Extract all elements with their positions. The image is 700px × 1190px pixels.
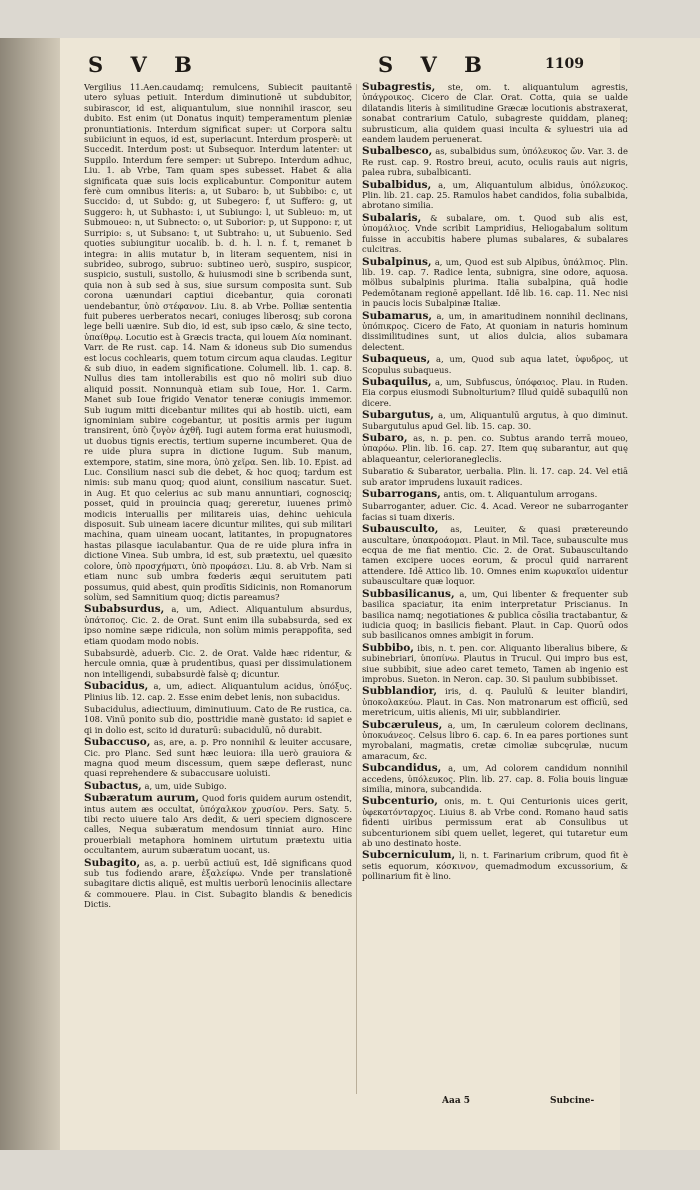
entry-text: a, um, adiect. Aliquantulum acidus, ὑπόξυς. Plinius lib. 12. cap. 2. Esse enim debet lenis, non subacidus. <box>84 681 352 702</box>
entry-text: a, um, uide Subigo. <box>144 780 227 791</box>
entry-text: & subalare, om. t. Quod sub alis est, ὑπομάλιος. Vnde scribit Lampridius, Heliogabalum solitum fuisse in accubitis habere plumas subalares, & subalares culcitras. <box>362 212 628 255</box>
column-divider <box>356 84 357 1094</box>
page-footer <box>360 1096 622 1110</box>
dictionary-entry <box>362 146 628 177</box>
left-column <box>84 82 352 1112</box>
entry-text: a, um, Quod est sub Alpibus, ὑπάλπιος. Plin. lib. 19. cap. 7. Radice lenta, subnigra, sine odore, aquosa. mölbus subalpinis plurima. Italia subalpina, quā hodie Pedemōtanam regionē appellant. Idē lib. 16. cap. 11. Nec nisi in paucis locis Subalpinæ Italiæ. <box>362 256 628 309</box>
entry-headword: Subcæruleus, <box>362 718 443 731</box>
dictionary-entry <box>362 524 628 586</box>
entry-text: a, um, Subfuscus, ὑπόφαιος. Plau. in Ruden. Eia corpus eiusmodi Subnolturium? Illud quidē subaquilū non dicere. <box>362 376 628 408</box>
dictionary-entry <box>362 257 628 309</box>
entry-headword: Subargutus, <box>362 409 434 422</box>
entry-headword: Subaccuso, <box>84 736 151 749</box>
dictionary-entry <box>362 377 628 408</box>
entry-headword: Subactus, <box>84 779 142 792</box>
entry-headword: Subagrestis, <box>362 82 436 93</box>
entry-text: Quod foris quidem aurum ostendit, intus autem æs occultat, ὑπόχαλκον χρυσίον. Pers. Saty. 5. tibi recto uiuere talo Ars dedit, & ueri speciem dignoscere calles, Nequa subæratum mendosum tinniat auro. Hinc prouerbiali metaphora hominem uirtutum prætextu uitia occultantem, aurum subæratum uocant, us. <box>84 793 352 856</box>
dictionary-entry <box>362 720 628 762</box>
entry-headword: Subabsurdus, <box>84 603 165 616</box>
dictionary-entry <box>84 781 352 791</box>
dictionary-entry <box>362 82 628 144</box>
dictionary-entry <box>84 604 352 646</box>
entry-headword: Subacidus, <box>84 680 149 693</box>
dictionary-entry <box>84 704 352 735</box>
dictionary-entry <box>362 180 628 211</box>
entry-headword: Subcandidus, <box>362 762 442 775</box>
dictionary-entry <box>84 82 352 602</box>
entry-headword: Subaro, <box>362 432 408 444</box>
entry-headword: Subaqueus, <box>362 353 431 366</box>
entry-headword: Subcerniculum, <box>362 849 456 862</box>
dictionary-entry <box>362 796 628 848</box>
entry-headword: Subalaris, <box>362 211 422 224</box>
dictionary-entry <box>362 686 628 717</box>
running-head-right: S V B <box>378 52 492 77</box>
signature-mark: Aaa 5 <box>442 1096 471 1106</box>
entry-text: as, Leuiter, & quasi prætereundo auscultare, ὑπακροάομαι. Plaut. in Mil. Tace, subausculte mus ecqua de me fiat mentio. Cic. 2. de Orat. Subauscultando tamen excipere uoces eorum, & procul quid narrarent attendere. Idē Attico lib. 10. Omnes enim κωρυκαῖοι uidentur subauscultare quæ loquor. <box>362 524 628 587</box>
page-number: 1109 <box>545 56 584 72</box>
entry-text: antis, om. t. Aliquantulum arrogans. <box>443 489 598 500</box>
entry-headword: Subalpinus, <box>362 255 432 268</box>
entry-text: as, n. p. pen. co. Subtus arando terrā moueo, ὑπαρόω. Plin. lib. 16. cap. 27. Item quę subarantur, aut quę ablaqueantur, celerioranegleclis. <box>362 433 628 464</box>
page-margin <box>620 38 700 1150</box>
dictionary-entry <box>362 850 628 881</box>
entry-text: Vergilius 11.Aen.caudamq; remulcens, Subiecit pauitantē utero syluas petiuit. Interdum diminutionē ut subdubitor, subirascor, id est, aliquantulum, siue nonnihil irascor, seu dubito. Est enim (ut Donatus inquit) temperamentum pleniæ pronuntiationis. Interdum significat super: ut Corpora saltu subiiciunt in equos, id est, superiacunt. Interdum prosperè: ut Succedit. Interdum post: ut Subsequor. Interdum latenter: ut Suppilo. Interdum fere semper: ut Subrepo. Interdum adhuc, Liu. 1. ab Vrbe, Tam quam spes subesset. Habet & alia significata quæ suis locis explicabuntur. Componitur autem ferè cum omnibus literis: a, ut Subaro: b, ut Subbibo: c, ut Succido: d, ut Subdo: g, ut Subegero: f, ut Suffero: g, ut Suggero: h, ut Subhasto: i, ut Subiungo: l, ut Subleuo: m, ut Submoueo: n, ut Subnecto: o, ut Suborior: p, ut Suppono: r, ut Surripio: s, ut Subsano: t, ut Subtraho: u, ut Subuenio. Sed quoties subiungitur uocalib. b. d. h. l. n. f. t, remanet b integra: in aliis mutatur b, in literam sequentem, nisi in subrideo, subrogo, subruo: subtineo uerò, suspiro, suspicor, suspicio, sustuli, sustollo, & huiusmodi sine b scribenda sunt, quia non à sub sed à sus, siue sursum composita sunt. Sub corona uænundari captiui dicebantur, quia coronati uendebantur, ὑπὸ στέφανον. Liu. 8. ab Vrbe. Polliæ sententia fuit puberes uerberatos necari, coniuges liberosq; sub corona lege belli uænire. Sub dio, id est, sub ipso cælo, & sine tecto, ὑπαίθρῳ. Locutio est à Græcis tracta, qui louem Δία nominant. Varr. de Re rust. cap. 14. Nam & idoneus sub Dio sumendus est locus cochlearis, quem totum circum aqua claudas. Legitur & sub diuo, in eadem significatione. Columell. lib. 1. cap. 8. Nullus dies tam intollerabilis est quo nō moliri sub diuo aliquid possit. Nonnunquà etiam sub Ioue, Hor. 1. Carm. Manet sub Ioue frigido Venator teneræ coniugis immemor. Sub iugum mitti dicebantur milites qui ab hostib. uicti, eam ignominiam subire cogebantur, ut positis armis per iugum transirent, ὑπὸ ζυγὸν ἀχθῆ. Iugi autem forma erat huiusmodi, ut duobus tignis erectis, tertium superne incumberet. Qua de re uide plura supra in dictione Iugum. Sub manum, extempore, statim, sine mora, ὑπὸ χεῖρα. Sen. lib. 10. Epist. ad Luc. Consilium nasci sub die debet, & hoc quoq; tardum est nimis: sub manu quoq; quod aiunt, consilium nascatur. Suet. in Aug. Et quo celerius ac sub manu annuntiari, cognosciq; posset, quid in prouincia quaq; gereretur, iuuenes primò modicis interuallis per militareis uias, dehinc uehicula disposuit. Sub uineam iacere dicuntur milites, qui sub militari machina, quam uineam uocant, latitantes, in propugnatores hastas pilasque iaculabantur. Qua de re uide plura infra in dictione Vinea. Sub umbra, id est, sub prætextu, uel quæsito colore, ὑπὸ προσχήματι, ὑπὸ προφάσει. Liu. 8. ab Vrb. Nam si etiam nunc sub umbra fœderis æqui seruitutem pati possumus, quid abest, quin prodītis Sidicinis, non Romanorum solùm, sed Samnitium quoq; dictis pareamus? <box>84 82 352 602</box>
entry-headword: Subcenturio, <box>362 795 438 808</box>
entry-text: iris, d. q. Paululū & leuiter blandiri, ὑποκολακεύω. Plaut. in Cas. Non matronarum est officiū, sed meretricum, uitis alienis, Mi uir, subblandirier. <box>362 686 628 718</box>
dictionary-entry <box>362 466 628 487</box>
entry-text: ste, om. t. aliquantulum agrestis, ὑπάγροικος. Cicero de Clar. Orat. Cotta, quia se ualde dilatandis literis à similitudine Græcæ locutionis abstraxerat, sonabat contrarium Catulo, subagreste quiddam, planeq; subrusticum, alia quidem quasi inculta & syluestri uia ad eandem laudem peruenerat. <box>362 82 628 145</box>
entry-headword: Subaquilus, <box>362 375 432 388</box>
entry-text: a, um, Aliquantulum albidus, ὑπόλευκος. Plin. lib. 21. cap. 25. Ramulos habet candidos, folia subalbida, abrotano similia. <box>362 179 628 211</box>
entry-headword: Subalbidus, <box>362 178 432 191</box>
entry-headword: Subalbesco, <box>362 145 433 158</box>
entry-text: a, um, Qui libenter & frequenter sub basilica spaciatur, ita enim interpretatur Priscianus. In basilica namq; negotiationes & publica cōsilia tractabantur, & iudicia quoq; in basilicis fiebant. Plaut. in Cap. Quorū odos sub basilicanos omnes ambigit in forum. <box>362 588 628 641</box>
entry-headword: Subarrogans, <box>362 488 441 501</box>
running-header <box>60 52 620 78</box>
entry-headword: Subæratum aurum, <box>84 792 200 805</box>
entry-headword: Subblandior, <box>362 685 438 698</box>
entry-headword: Subausculto, <box>362 523 439 536</box>
entry-text: a, um, Adiect. Aliquantulum absurdus, ὑπάτοπος. Cic. 2. de Orat. Sunt enim illa subabsurda, sed ex ipso nomine sæpe ridicula, non solùm mimis perappofita, sed etiam quodam modo nobis. <box>84 604 352 646</box>
entry-headword: Subagito, <box>84 856 141 869</box>
dictionary-entry <box>84 737 352 779</box>
running-head-left: S V B <box>88 52 202 77</box>
entry-text: a, um, Quod sub aqua latet, ὑφυδρος, ut Scopulus subaqueus. <box>362 354 628 375</box>
dictionary-entry <box>362 311 628 353</box>
dictionary-entry <box>362 354 628 375</box>
entry-text: Subabsurdè, aduerb. Cic. 2. de Orat. Valde hæc ridentur, & hercule omnia, quæ à prudentibus, quasi per dissimulationem non intelligendi, subabsurdè falsè q; dicuntur. <box>84 647 352 679</box>
dictionary-entry <box>362 489 628 499</box>
dictionary-entry <box>362 501 628 522</box>
entry-text: a, um, Ad colorem candidum nonnihil accedens, ὑπόλευκος. Plin. lib. 27. cap. 8. Folia bouis linguæ similia, minora, subcandida. <box>362 763 628 794</box>
entry-headword: Subbibo, <box>362 641 414 654</box>
entry-text: a, um, In cæruleum colorem declinans, ὑποκυάνεος. Celsus libro 6. cap. 6. In ea pares portiones sunt myrobalani, magmatis, cretæ cimoliæ subcęrulæ, nucum amaracum, &c. <box>362 719 628 761</box>
entry-text: Subaratio & Subarator, uerbalia. Plin. li. 17. cap. 24. Vel etiā sub arator imprudens luxauit radices. <box>362 466 628 487</box>
entry-headword: Subbasilicanus, <box>362 587 455 600</box>
entry-text: li, n. t. Farinarium cribrum, quod fit è setis equorum, κόσκινον, quemadmodum excussorium, & pollinarium fit è lino. <box>362 850 628 882</box>
entry-headword: Subamarus, <box>362 309 433 322</box>
dictionary-entry <box>362 213 628 255</box>
dictionary-entry <box>362 410 628 431</box>
entry-text: onis, m. t. Qui Centurionis uices gerit, ὑφεκατόνταρχος. Liuius 8. ab Vrbe cond. Romano haud satis fidenti uiribus permissum erat ab Consulibus ut subcenturionem sibi quem uellet, legeret, qui tutaretur eum ab uno destinato hoste. <box>362 796 628 849</box>
dictionary-entry <box>362 643 628 685</box>
dictionary-entry <box>84 648 352 679</box>
entry-text: as, subalbidus sum, ὑπόλευκος ὤν. Var. 3. de Re rust. cap. 9. Rostro breui, acuto, oculis rauis aut nigris, palea rubra, subalbicanti. <box>362 146 628 178</box>
entry-text: ibis, n. t. pen. cor. Aliquanto liberalius bibere, & subinebriari, ὑποπίνω. Plautus in Trucul. Qui impro bus est, siue subbibit, siue adeo caret temeto, Tamen ab ingenio est improbus. Sueton. in Neron. cap. 30. Si paulum subbibisset. <box>362 642 628 684</box>
catchword: Subcine- <box>550 1096 595 1106</box>
book-gutter <box>0 38 60 1150</box>
entry-text: Subacidulus, adiectiuum, diminutiuum. Cato de Re rustica, ca. 108. Vinū ponito sub dio, posttridie manè gustato: id sapiet e qi in dolio est, scito id duraturū: subacidulū, nō durabit. <box>84 703 352 735</box>
dictionary-entry <box>84 858 352 910</box>
dictionary-entry <box>84 681 352 702</box>
right-column <box>362 82 628 1112</box>
entry-text: a, um, in amaritudinem nonnihil declinans, ὑπόπικρος. Cicero de Fato, At quoniam in naturis hominum dissimilitudines sunt, ut alios dulcia, alios subamara delectent. <box>362 310 628 352</box>
entry-text: Subarroganter, aduer. Cic. 4. Acad. Vereor ne subarroganter facias si tuam dixeris. <box>362 501 628 522</box>
dictionary-entry <box>84 793 352 855</box>
entry-text: as, a. p. uerbū actiuū est, Idē significans quod sub tus fodiendo arare, ἐξαλείφω. Vnde per translationē subagitare dictis aliquē, est multis uerborū lenociniis allectare & commouere. Plau. in Cist. Subagito blandis & benedicis Dictis. <box>84 857 352 910</box>
dictionary-entry <box>362 763 628 794</box>
entry-text: a, um, Aliquantulū argutus, à quo diminut. Subargutulus apud Gel. lib. 15. cap. 30. <box>362 410 628 431</box>
entry-text: as, are, a. p. Pro nonnihil & leuiter accusare, Cic. pro Planc. Sed sunt hæc leuiora: illa uerò grauiora & magna quod meum discessum, quem sæpe deflerast, nunc quasi reprehendere & subaccusare uoluisti. <box>84 737 352 779</box>
dictionary-entry <box>362 589 628 641</box>
dictionary-entry <box>362 433 628 464</box>
